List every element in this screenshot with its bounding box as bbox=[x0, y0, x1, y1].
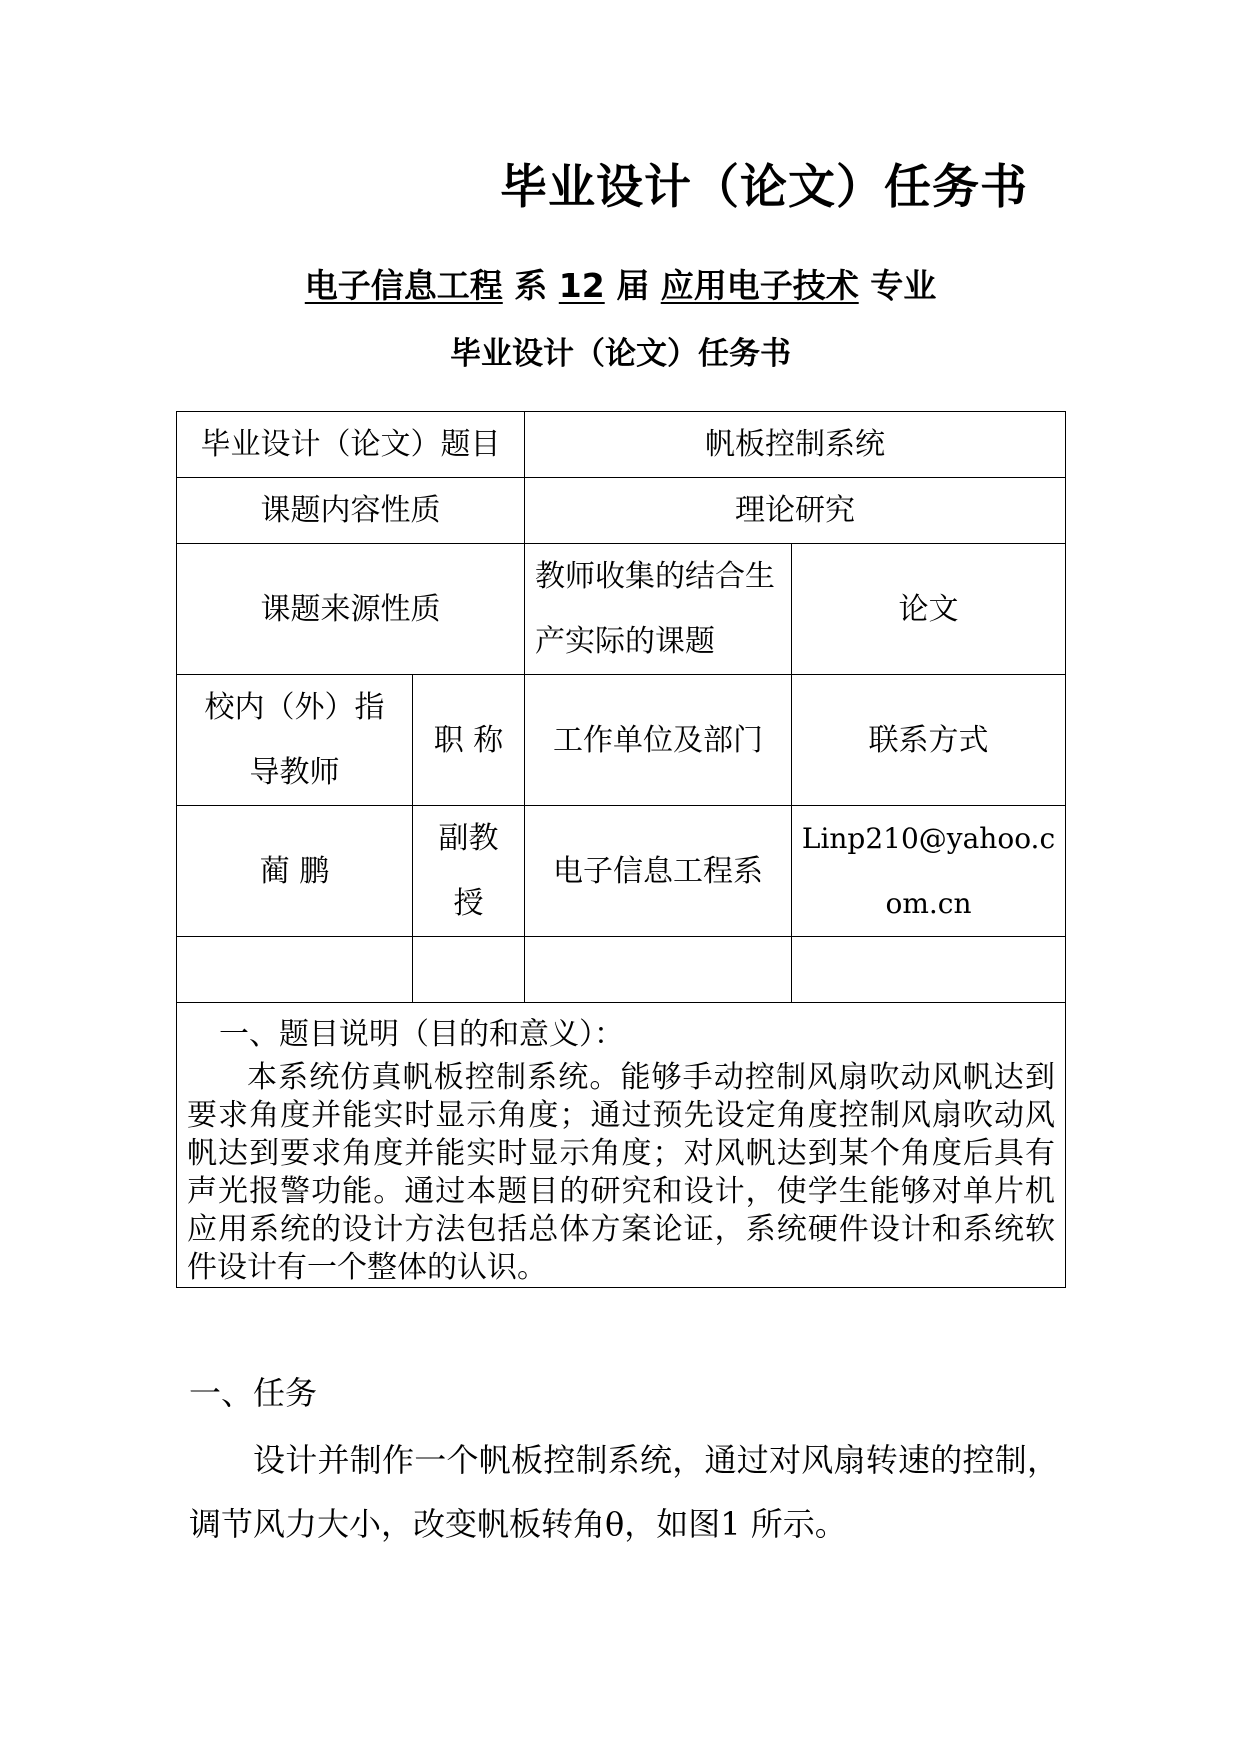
department-name: 电子信息工程 bbox=[304, 266, 503, 305]
contact-label: 联系方式 bbox=[792, 675, 1066, 806]
advisor-unit: 电子信息工程系 bbox=[525, 806, 792, 937]
task-heading: 一、任务 bbox=[189, 1374, 318, 1412]
document-title: 毕业设计（论文）任务书 bbox=[500, 160, 1028, 215]
table-row-nature bbox=[177, 478, 1066, 544]
advisor-name: 蔺 鹏 bbox=[177, 806, 413, 937]
empty-cell bbox=[792, 937, 1066, 1003]
source-label: 课题来源性质 bbox=[177, 544, 525, 675]
table-row-advisor-info bbox=[177, 806, 1066, 937]
source-value: 教师收集的结合生产实际的课题 bbox=[525, 544, 792, 675]
empty-cell bbox=[413, 937, 525, 1003]
unit-label: 工作单位及部门 bbox=[525, 675, 792, 806]
source-type: 论文 bbox=[792, 544, 1066, 675]
graduation-year: 12 bbox=[558, 266, 605, 305]
table-row-topic bbox=[177, 412, 1066, 478]
description-body: 本系统仿真帆板控制系统。能够手动控制风扇吹动风帆达到要求角度并能实时显示角度；通过预先设定角度控制风扇吹动风帆达到要求角度并能实时显示角度；对风帆达到某个角度后具有声光报警功能。通过本题目的研究和设计，使学生能够对单片机应用系统的设计方法包括总体方案论证，系统硬件设计和系统软件设计有一个整体的认识。 bbox=[187, 1060, 1055, 1285]
year-suffix: 届 bbox=[616, 266, 650, 305]
table-row-description bbox=[177, 1003, 1066, 1288]
advisor-contact: Linp210@yahoo.com.cn bbox=[792, 806, 1066, 937]
department-line bbox=[0, 260, 1241, 307]
topic-label: 毕业设计（论文）题目 bbox=[177, 412, 525, 478]
table-row-empty bbox=[177, 937, 1066, 1003]
task-text: 设计并制作一个帆板控制系统，通过对风扇转速的控制，调节风力大小，改变帆板转角θ，如图1 所示。 bbox=[189, 1441, 1059, 1543]
advisor-title-label: 职 称 bbox=[413, 675, 525, 806]
document-subtitle: 毕业设计（论文）任务书 bbox=[450, 336, 791, 372]
topic-value: 帆板控制系统 bbox=[525, 412, 1066, 478]
advisor-title: 副教授 bbox=[413, 806, 525, 937]
description-heading: 一、题目说明（目的和意义）： bbox=[219, 1017, 624, 1052]
major-suffix: 专业 bbox=[870, 266, 937, 305]
empty-cell bbox=[525, 937, 792, 1003]
department-suffix: 系 bbox=[514, 266, 548, 305]
advisor-label: 校内（外）指导教师 bbox=[177, 675, 413, 806]
major-name: 应用电子技术 bbox=[660, 266, 859, 305]
project-info-table bbox=[176, 411, 1066, 1288]
nature-label: 课题内容性质 bbox=[177, 478, 525, 544]
table-row-source bbox=[177, 544, 1066, 675]
table-row-advisor-header bbox=[177, 675, 1066, 806]
empty-cell bbox=[177, 937, 413, 1003]
description-cell bbox=[177, 1003, 1066, 1288]
nature-value: 理论研究 bbox=[525, 478, 1066, 544]
